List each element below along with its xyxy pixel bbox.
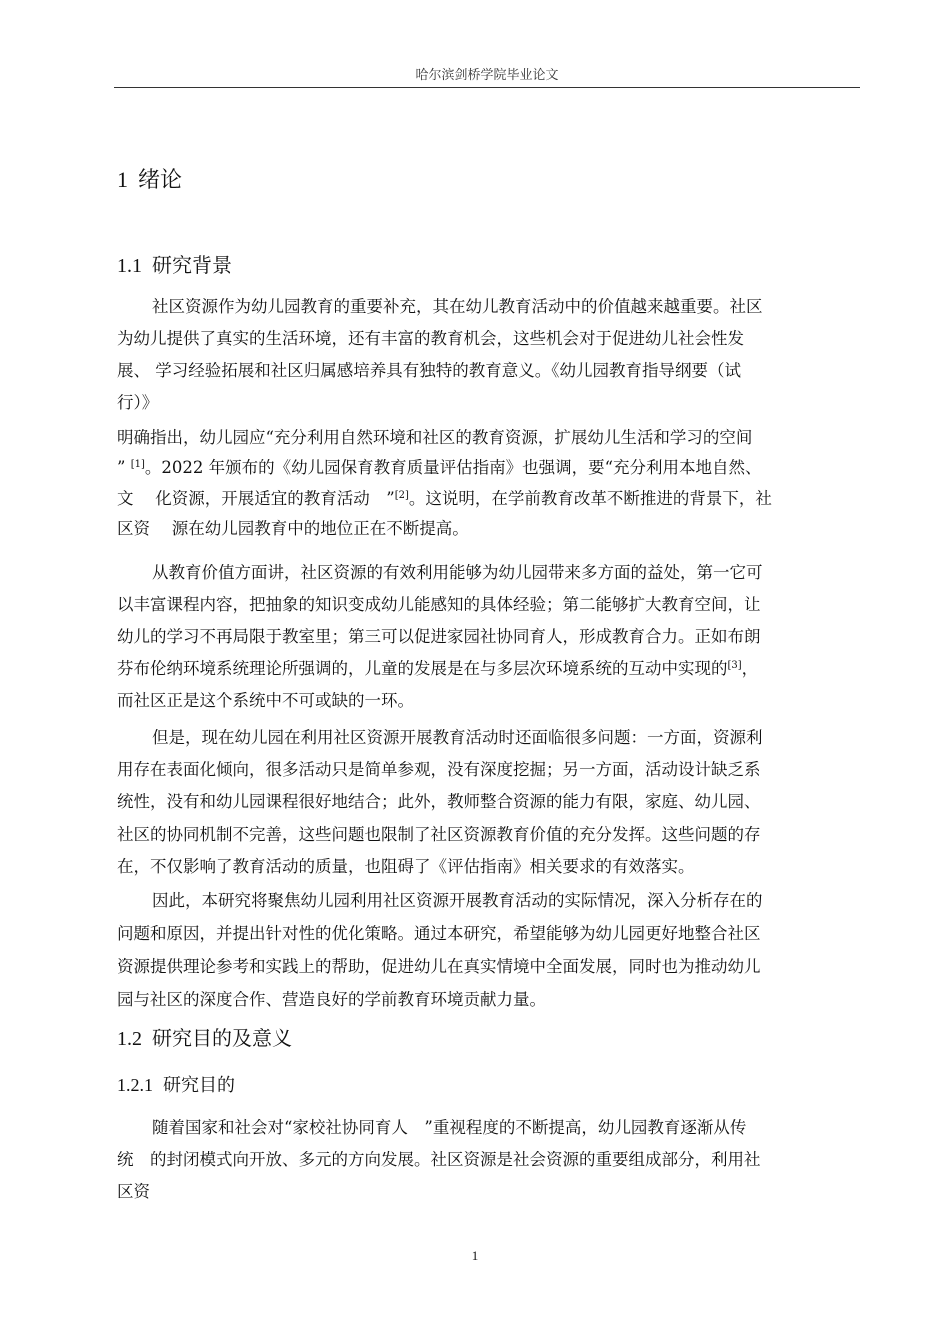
paragraph-text: 。这说明，在学前教育改革不断推进的背景下，社 [408, 489, 772, 508]
paragraph-line: 问题和原因，并提出针对性的优化策略。通过本研究，希望能够为幼儿园更好地整合社区 [117, 924, 761, 943]
paragraph-text: 芬布伦纳环境系统理论所强调的，儿童的发展是在与多层次环境系统的互动中实现的 [117, 659, 728, 678]
paragraph-line: 以丰富课程内容，把抽象的知识变成幼儿能感知的具体经验；第二能够扩大教育空间，让 [117, 595, 761, 614]
paragraph-line: 因此，本研究将聚焦幼儿园利用社区资源开展教育活动的实际情况，深入分析存在的 [152, 891, 763, 910]
citation-ref: [3] [727, 660, 742, 671]
paragraph-line: 社区的协同机制不完善，这些问题也限制了社区资源教育价值的充分发挥。这些问题的存 [117, 825, 761, 844]
section-heading-1-2 [117, 1022, 292, 1051]
section-heading-1-1 [117, 249, 232, 278]
paragraph-line: 统性，没有和幼儿园课程很好地结合；此外，教师整合资源的能力有限，家庭、幼儿园、 [117, 792, 761, 811]
paragraph-line: 而社区正是这个系统中不可或缺的一环。 [117, 691, 414, 710]
paragraph-line [117, 489, 772, 509]
paragraph-line: 从教育价值方面讲，社区资源的有效利用能够为幼儿园带来多方面的益处，第一它可 [152, 563, 763, 582]
paragraph-line: 统 的封闭模式向开放、多元的方向发展。社区资源是社会资源的重要组成部分，利用社 [117, 1150, 761, 1169]
paragraph-line: 明确指出，幼儿园应“充分利用自然环境和社区的教育资源，扩展幼儿生活和学习的空间 [117, 428, 753, 447]
paragraph-line: 用存在表面化倾向，很多活动只是简单参观，没有深度挖掘；另一方面，活动设计缺乏系 [117, 760, 761, 779]
section-title: 研究目的及意义 [152, 1026, 292, 1050]
chapter-heading [117, 163, 182, 194]
paragraph-line: 展、 学习经验拓展和社区归属感培养具有独特的教育意义。《幼儿园教育指导纲要（试 [117, 361, 741, 380]
paragraph-line: 但是，现在幼儿园在利用社区资源开展教育活动时还面临很多问题：一方面，资源利 [152, 728, 763, 747]
paragraph-text: 文 化资源，开展适宜的教育活动 ” [117, 489, 395, 508]
citation-ref: [2] [394, 490, 409, 501]
paragraph-line: 区资 [117, 1182, 150, 1201]
paragraph-text: ” [117, 458, 131, 477]
paragraph-text: ， [741, 659, 759, 678]
subsection-heading-1-2-1 [117, 1071, 235, 1097]
page-number: 1 [471, 1248, 479, 1263]
subsection-number: 1.2.1 [117, 1075, 153, 1095]
paragraph-line: 随着国家和社会对“家校社协同育人 ”重视程度的不断提高，幼儿园教育逐渐从传 [152, 1118, 747, 1137]
paragraph-line: 园与社区的深度合作、营造良好的学前教育环境贡献力量。 [117, 990, 546, 1009]
section-number: 1.2 [117, 1028, 142, 1050]
paragraph-line: 社区资源作为幼儿园教育的重要补充，其在幼儿教育活动中的价值越来越重要。社区 [152, 297, 763, 316]
header-divider [114, 87, 860, 88]
section-title: 研究背景 [152, 253, 232, 277]
citation-ref: [1] [130, 459, 145, 470]
paragraph-line: 行）》 [117, 393, 159, 412]
paragraph-line [117, 659, 758, 679]
paragraph-line: 资源提供理论参考和实践上的帮助，促进幼儿在真实情境中全面发展，同时也为推动幼儿 [117, 957, 761, 976]
chapter-title: 绪论 [138, 168, 183, 193]
paragraph-line: 为幼儿提供了真实的生活环境，还有丰富的教育机会，这些机会对于促进幼儿社会性发 [117, 329, 744, 348]
paragraph-line: 在，不仅影响了教育活动的质量，也阻碍了《评估指南》相关要求的有效落实。 [117, 857, 695, 876]
chapter-number: 1 [117, 167, 128, 192]
paragraph-line: 幼儿的学习不再局限于教室里；第三可以促进家园社协同育人，形成教育合力。正如布朗 [117, 627, 761, 646]
running-header: 哈尔滨剑桥学院毕业论文 [415, 68, 559, 83]
paragraph-text: 。2022 年颁布的《幼儿园保育教育质量评估指南》也强调，要“充分利用本地自然、 [144, 458, 762, 477]
subsection-title: 研究目的 [163, 1075, 235, 1096]
paragraph-line [117, 458, 762, 478]
paragraph-line: 区资 源在幼儿园教育中的地位正在不断提高。 [117, 519, 469, 538]
section-number: 1.1 [117, 255, 142, 277]
